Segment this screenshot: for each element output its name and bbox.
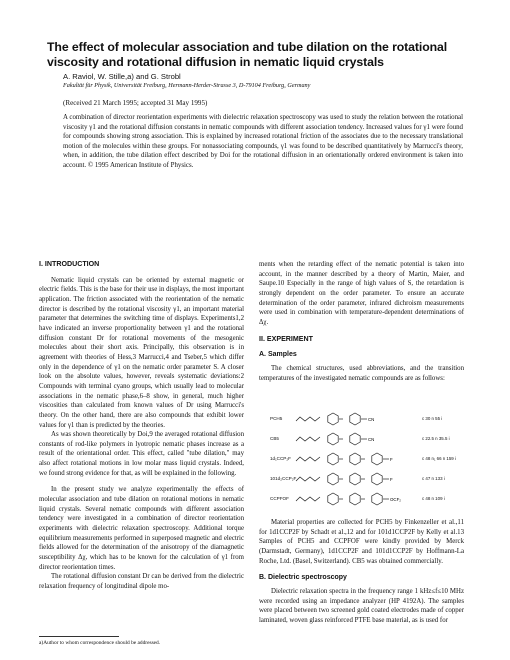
- transition-temperatures: c 22.5 n 35.5 i: [422, 436, 450, 441]
- structure-abbreviation: PCH5: [270, 416, 283, 421]
- subsection-heading-dielectric: B. Dielectric spectroscopy: [259, 574, 347, 582]
- section-heading-introduction: I. INTRODUCTION: [39, 260, 100, 268]
- transition-temperatures: c 48 n₁ 66 n 159 i: [422, 456, 456, 461]
- structure-end-group: F: [390, 457, 393, 462]
- author-list: A. Raviol, W. Stille,a) and G. Strobl: [63, 72, 181, 81]
- affiliation: Fakultät für Physik, Universität Freiburg, Hermann-Herder-Strasse 3, D-79104 Freiburg, Germany: [63, 82, 311, 89]
- structure-row: [270, 432, 470, 446]
- structure-end-group: CN: [368, 417, 375, 422]
- structure-row: [270, 492, 470, 506]
- transition-temperatures: c 47 n 133 i: [422, 476, 445, 481]
- structure-abbreviation: 101d₂CCP₂F: [270, 476, 297, 481]
- structure-row: [270, 452, 470, 466]
- materials-paragraph: Material properties are collected for PCH5 by Finkenzeller et al.,11 for 1d1CCP2F by Schadt et al.,12 and for 101d1CCP2F by Kelly et al.13 Samples of PCH5 and CCPFOF were kindly provided by Merck (Darmstadt, Germany), 1d1CCP2F and 101d1CCP2F by Hoffmann-La Roche, Ltd. (Basel, Switzerland). CB5 was obtained commercially.: [259, 519, 464, 565]
- left-column: [39, 260, 244, 592]
- section-heading-experiment: II. EXPERIMENT: [259, 334, 313, 343]
- abstract: A combination of director reorientation experiments with dielectric relaxation spectroscopy was used to study the relation between the rotational viscosity γ1 and the rotational diffusion constants in nematic compounds with different association tendency. Increased values for γ1 were found for compounds showing strong association. This is explained by increased rotational friction of the associates due to the necessary translational motion of the molecules within these groups. For nonassociating compounds, γ1 was found to be described quantitatively by Marrucci's theory, when, in addition, the tube dilation effect described by Doi for the rotational diffusion in an orientationally ordered environment is taken into account. © 1995 American Institute of Physics.: [63, 114, 463, 169]
- intro-paragraph-1: Nematic liquid crystals can be oriented by external magnetic or electric fields. This is the base for their use in displays, the most important application. The friction associated with the reorientation of the nematic director is described by the rotational viscosity γ1, an important material parameter that determines the switching time of displays. Experiments1,2 have indicated an inverse proportionality between γ1 and the rotational diffusion constant Dr for rotational movements of the mesogenic molecules about their short axis. Principally, this observation is in agreement with theories of Hess,3 Marrucci,4 and Tseber,5 which differ only in the dependence of γ1 on the nematic order parameter S. A closer look on the absolute values, however, reveals systematic deviations:2 Compounds with terminal cyano groups, which usually lead to molecular associations in the nematic phase,6–8 show, in general, much higher viscosities than calculated from known values of Dr using Marrucci's theory. On the other hand, there are also compounds that exhibit lower values for γ1 than is predicted by the theories.: [39, 276, 244, 429]
- structure-row: [270, 472, 470, 486]
- structure-end-group: F: [390, 477, 393, 482]
- right-column: [259, 260, 464, 383]
- received-dates: (Received 21 March 1995; accepted 31 May 1995): [63, 99, 208, 107]
- samples-paragraph: The chemical structures, used abbreviations, and the transition temperatures of the investigated nematic compounds are as follows:: [259, 364, 464, 382]
- structure-drawing: [294, 432, 420, 446]
- structure-abbreviation: CCPFOF: [270, 496, 289, 501]
- subsection-heading-samples: A. Samples: [259, 351, 297, 359]
- continued-paragraph: ments when the retarding effect of the nematic potential is taken into account, in the manner described by a theory of Martin, Maier, and Saupe.10 Especially in the range of high values of S, the retardation is strongly dependent on the order parameter. To ensure an accurate determination of the order parameter, infrared dichroism measurements were used in combination with temperature-dependent determinations of Δχ.: [259, 261, 464, 326]
- footnote: a)Author to whom correspondence should be addressed.: [39, 640, 161, 646]
- chemical-structures-figure: [270, 412, 470, 512]
- structure-row: [270, 412, 470, 426]
- intro-paragraph-2: As was shown theoretically by Doi,9 the averaged rotational diffusion constants of rod-like polymers in lyotropic nematic phases increase as a result of the orientational order. This effect, called "tube dilation," may also affect rotational motions in low molar mass liquid crystals. Indeed, we found strong evidence for that, as will be explained in the following.: [39, 431, 244, 477]
- structure-drawing: [294, 412, 420, 426]
- structure-abbreviation: CB5: [270, 436, 279, 441]
- structure-end-group: CN: [368, 437, 375, 442]
- right-column-lower: [259, 518, 464, 626]
- structure-drawing: [294, 472, 420, 486]
- structure-abbreviation: 1d₁CCP₂F: [270, 456, 291, 461]
- intro-paragraph-4: The rotational diffusion constant Dr can be derived from the dielectric relaxation frequency of longitudinal dipole mo-: [39, 573, 244, 590]
- dielectric-paragraph: Dielectric relaxation spectra in the frequency range 1 kHz≤f≤10 MHz were recorded using an impedance analyzer (HP 4192A). The samples were placed between two screened gold coated electrodes made of copper laminated, woven glass reinforced PTFE base material, as is used for: [259, 587, 464, 624]
- footnote-rule: [39, 636, 119, 637]
- structure-drawing: [294, 492, 420, 506]
- transition-temperatures: c 30 n 55 i: [422, 416, 443, 421]
- structure-end-group: OCF₂: [390, 497, 401, 502]
- intro-paragraph-3: In the present study we analyze experimentally the effects of molecular association and tube dilation on rotational motions in nematic liquid crystals. Several nematic compounds with different association tendency were investigated in a combination of director reorientation experiments with dielectric relaxation spectroscopy. Additional torque equilibrium measurements performed in superposed magnetic and electric fields allowed for the determination of the anisotropy of the diamagnetic susceptibility Δχ, which has to be known for the calculation of γ1 from director reorientation times.: [39, 486, 244, 571]
- paper-title: The effect of molecular association and tube dilation on the rotational viscosity and rotational diffusion in nematic liquid crystals: [47, 40, 448, 69]
- transition-temperatures: c 48 n 109 i: [422, 496, 445, 501]
- structure-drawing: [294, 452, 420, 466]
